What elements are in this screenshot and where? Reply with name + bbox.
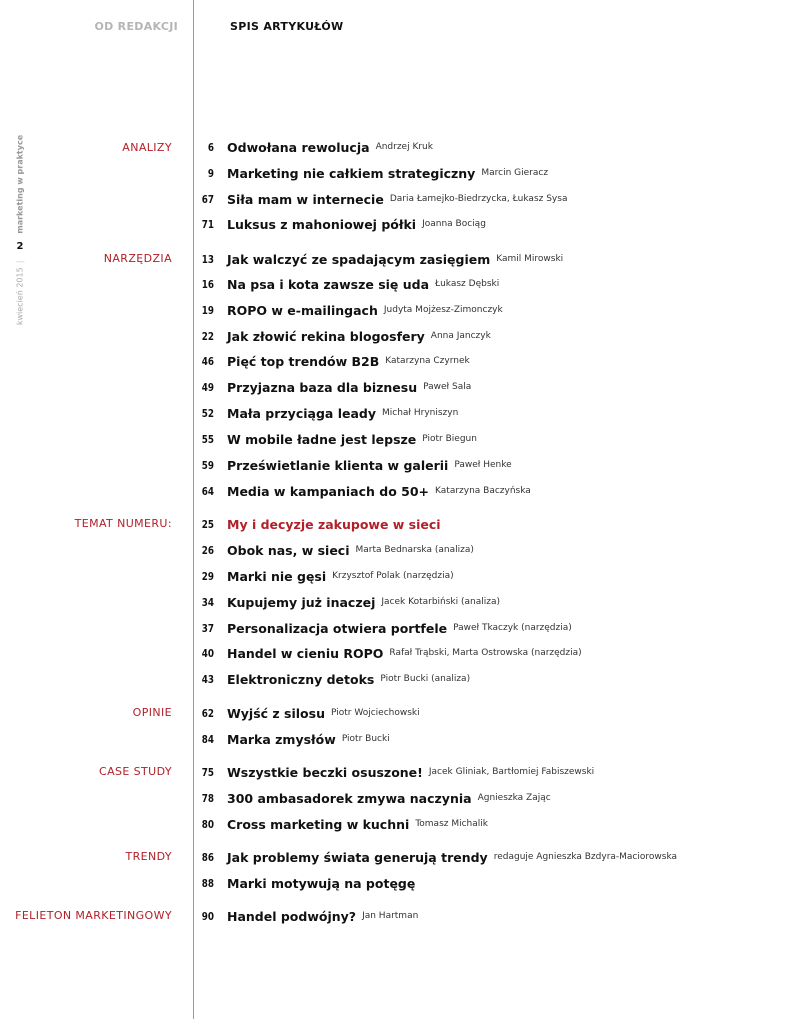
toc-entry[interactable] bbox=[195, 703, 420, 723]
article-author: Kamil Mirowski bbox=[496, 254, 564, 264]
toc-entry[interactable] bbox=[195, 814, 488, 834]
page-ref: 84 bbox=[201, 732, 214, 746]
page-number: 2 bbox=[16, 241, 24, 253]
toc-entry[interactable] bbox=[195, 274, 499, 294]
page-ref: 55 bbox=[201, 432, 214, 446]
article-title[interactable]: Na psa i kota zawsze się uda bbox=[227, 276, 430, 292]
article-title[interactable]: Pięć top trendów B2B bbox=[227, 353, 380, 369]
toc-entry[interactable] bbox=[195, 137, 433, 157]
article-title[interactable]: ROPO w e-mailingach bbox=[227, 302, 378, 318]
page-ref: 34 bbox=[201, 595, 214, 609]
article-author: Anna Janczyk bbox=[430, 331, 491, 341]
page-ref: 67 bbox=[201, 192, 214, 206]
toc-entry[interactable] bbox=[195, 455, 512, 475]
issue-date: kwiecień 2015 bbox=[15, 267, 25, 326]
page-ref: 40 bbox=[201, 646, 214, 660]
article-title[interactable]: Handel podwójny? bbox=[227, 908, 357, 924]
section-label: TRENDY bbox=[125, 850, 172, 863]
article-author: redaguje Agnieszka Bzdyra-Maciorowska bbox=[493, 852, 678, 862]
article-title[interactable]: Wyjść z silosu bbox=[227, 705, 325, 721]
toc-entry[interactable] bbox=[195, 566, 454, 586]
article-author: Łukasz Dębski bbox=[435, 279, 500, 289]
article-title[interactable]: W mobile ładne jest lepsze bbox=[227, 431, 417, 447]
article-title[interactable]: Jak problemy świata generują trendy bbox=[227, 849, 488, 865]
article-title[interactable]: Mała przyciąga leady bbox=[227, 405, 376, 421]
article-title[interactable]: Marketing nie całkiem strategiczny bbox=[227, 165, 476, 181]
toc-entry[interactable] bbox=[195, 163, 548, 183]
article-author: Michał Hryniszyn bbox=[382, 408, 459, 418]
toc-entry[interactable] bbox=[195, 351, 470, 371]
toc-entry[interactable] bbox=[195, 403, 458, 423]
page-ref: 13 bbox=[201, 252, 214, 266]
article-author: Judyta Mojżesz-Zimonczyk bbox=[383, 305, 503, 315]
page-ref: 25 bbox=[201, 517, 214, 531]
page-ref: 71 bbox=[201, 217, 214, 231]
folio-separator: | bbox=[15, 260, 25, 264]
article-author: Jan Hartman bbox=[362, 911, 419, 921]
article-author: Daria Łamejko-Biedrzycka, Łukasz Sysa bbox=[389, 194, 568, 204]
article-author: Katarzyna Czyrnek bbox=[385, 356, 470, 366]
article-title[interactable]: Obok nas, w sieci bbox=[227, 542, 350, 558]
article-title[interactable]: Wszystkie beczki osuszone! bbox=[227, 764, 423, 780]
toc-entry[interactable] bbox=[195, 873, 415, 893]
toc-entry[interactable] bbox=[195, 669, 470, 689]
page-ref: 16 bbox=[201, 277, 214, 291]
column-divider bbox=[193, 0, 194, 1019]
article-author: Piotr Bucki bbox=[341, 734, 390, 744]
article-title[interactable]: Personalizacja otwiera portfele bbox=[227, 620, 448, 636]
article-author: Andrzej Kruk bbox=[375, 142, 433, 152]
page-ref: 78 bbox=[201, 791, 214, 805]
article-author: Agnieszka Zając bbox=[477, 793, 551, 803]
article-author: Jacek Kotarbiński (analiza) bbox=[381, 597, 500, 607]
magazine-name: marketing w praktyce bbox=[15, 134, 25, 234]
article-author: Rafał Trąbski, Marta Ostrowska (narzędzia) bbox=[389, 648, 582, 658]
page-ref: 62 bbox=[201, 706, 214, 720]
article-author: Krzysztof Polak (narzędzia) bbox=[332, 571, 454, 581]
article-title[interactable]: Jak złowić rekina blogosfery bbox=[227, 328, 425, 344]
article-title[interactable]: Handel w cieniu ROPO bbox=[227, 645, 384, 661]
page-ref: 49 bbox=[201, 380, 214, 394]
article-author: Katarzyna Baczyńska bbox=[435, 486, 531, 496]
article-title[interactable]: Luksus z mahoniowej półki bbox=[227, 216, 417, 232]
article-author: Marcin Gieracz bbox=[481, 168, 549, 178]
article-title[interactable]: Jak walczyć ze spadającym zasięgiem bbox=[227, 251, 491, 267]
page-ref: 19 bbox=[201, 303, 214, 317]
page-ref: 46 bbox=[201, 354, 214, 368]
toc-entry[interactable] bbox=[195, 429, 477, 449]
toc-entry[interactable] bbox=[195, 481, 531, 501]
section-label: CASE STUDY bbox=[99, 765, 172, 778]
toc-entry[interactable] bbox=[195, 906, 418, 926]
toc-entry[interactable] bbox=[195, 618, 572, 638]
article-author: Tomasz Michalik bbox=[415, 819, 488, 829]
article-author: Paweł Tkaczyk (narzędzia) bbox=[453, 623, 572, 633]
section-label: OPINIE bbox=[132, 706, 172, 719]
page-ref: 88 bbox=[201, 876, 214, 890]
article-author: Piotr Biegun bbox=[422, 434, 477, 444]
toc-entry[interactable] bbox=[195, 762, 594, 782]
section-label: NARZĘDZIA bbox=[103, 252, 172, 265]
section-label: FELIETON MARKETINGOWY bbox=[15, 909, 172, 922]
article-title[interactable]: Kupujemy już inaczej bbox=[227, 594, 376, 610]
toc-entry[interactable] bbox=[195, 214, 486, 234]
article-title[interactable]: Marki nie gęsi bbox=[227, 568, 327, 584]
section-header-contents: SPIS ARTYKUŁÓW bbox=[230, 20, 344, 33]
toc-entry[interactable] bbox=[195, 189, 567, 209]
page-ref: 75 bbox=[201, 765, 214, 779]
toc-entry[interactable] bbox=[195, 377, 471, 397]
page-ref: 6 bbox=[207, 140, 214, 154]
article-author: Joanna Bociąg bbox=[422, 219, 486, 229]
article-title[interactable]: Media w kampaniach do 50+ bbox=[227, 483, 430, 499]
article-title[interactable]: Marka zmysłów bbox=[227, 731, 336, 747]
page-ref: 29 bbox=[201, 569, 214, 583]
article-author: Paweł Henke bbox=[454, 460, 512, 470]
page-ref: 9 bbox=[207, 166, 214, 180]
toc-entry[interactable] bbox=[195, 729, 390, 749]
page-ref: 43 bbox=[201, 672, 214, 686]
page-ref: 22 bbox=[201, 329, 214, 343]
section-label: ANALIZY bbox=[122, 141, 172, 154]
toc-entry[interactable] bbox=[195, 847, 677, 867]
section-label: TEMAT NUMERU: bbox=[74, 517, 172, 530]
page-ref: 90 bbox=[201, 909, 214, 923]
toc-entry[interactable] bbox=[195, 300, 503, 320]
article-author: Piotr Wojciechowski bbox=[331, 708, 420, 718]
toc-entry[interactable] bbox=[195, 788, 551, 808]
toc-entry[interactable] bbox=[195, 643, 582, 663]
page-ref: 26 bbox=[201, 543, 214, 557]
toc-entry[interactable] bbox=[195, 592, 500, 612]
page-ref: 86 bbox=[201, 850, 214, 864]
page-ref: 64 bbox=[201, 484, 214, 498]
article-title[interactable]: Cross marketing w kuchni bbox=[227, 816, 410, 832]
page-ref: 52 bbox=[201, 406, 214, 420]
toc-entry[interactable] bbox=[195, 540, 474, 560]
toc-entry[interactable] bbox=[195, 249, 563, 269]
page-ref: 37 bbox=[201, 621, 214, 635]
article-title[interactable]: Odwołana rewolucja bbox=[227, 139, 370, 155]
toc-entry[interactable] bbox=[195, 326, 491, 346]
article-title[interactable]: My i decyzje zakupowe w sieci bbox=[227, 516, 441, 532]
article-title[interactable]: Prześwietlanie klienta w galerii bbox=[227, 457, 449, 473]
article-author: Paweł Sala bbox=[423, 382, 472, 392]
article-title[interactable]: Przyjazna baza dla biznesu bbox=[227, 379, 418, 395]
article-author: Piotr Bucki (analiza) bbox=[380, 674, 471, 684]
toc-entry[interactable] bbox=[195, 514, 441, 534]
article-title[interactable]: Siła mam w internecie bbox=[227, 191, 384, 207]
section-header-editorial[interactable]: OD REDAKCJI bbox=[94, 20, 178, 33]
article-author: Marta Bednarska (analiza) bbox=[355, 545, 474, 555]
article-author: Jacek Gliniak, Bartłomiej Fabiszewski bbox=[428, 767, 595, 777]
page-ref: 80 bbox=[201, 817, 214, 831]
article-title[interactable]: Elektroniczny detoks bbox=[227, 671, 375, 687]
article-title[interactable]: 300 ambasadorek zmywa naczynia bbox=[227, 790, 472, 806]
side-folio bbox=[15, 135, 26, 325]
page-ref: 59 bbox=[201, 458, 214, 472]
article-title[interactable]: Marki motywują na potęgę bbox=[227, 875, 416, 891]
